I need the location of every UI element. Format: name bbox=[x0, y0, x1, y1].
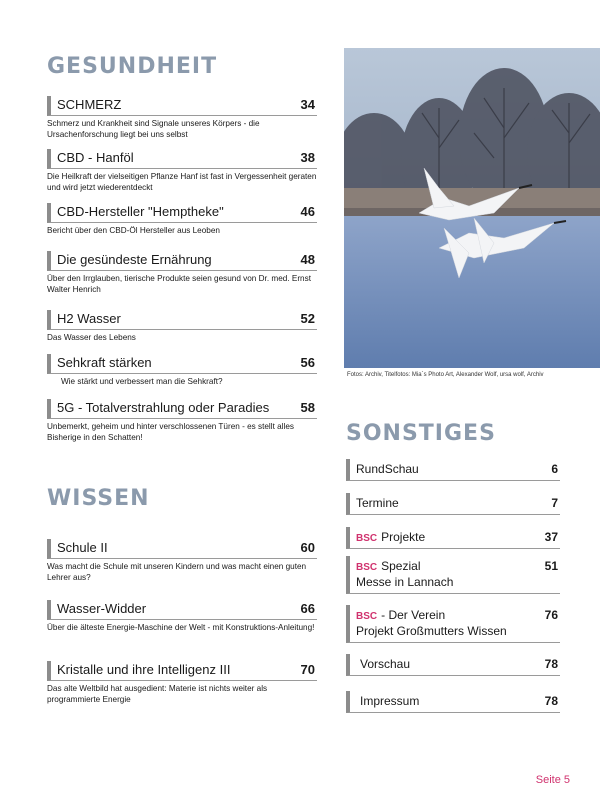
entry-title: CBD - Hanföl bbox=[57, 150, 134, 165]
entry-description: Das Wasser des Lebens bbox=[47, 333, 136, 342]
toc-entry-impressum[interactable] bbox=[346, 691, 560, 713]
entry-title: H2 Wasser bbox=[57, 311, 121, 326]
entry-description: Wie stärkt und verbessert man die Sehkraft? bbox=[61, 377, 223, 386]
entry-page-number: 46 bbox=[300, 204, 315, 219]
entry-title: Sehkraft stärken bbox=[57, 355, 152, 370]
entry-page-number: 76 bbox=[544, 608, 558, 622]
photo-credits: Fotos: Archiv, Titelfotos: Mia´s Photo Art, Alexander Wolf, ursa wolf, Archiv bbox=[347, 372, 544, 378]
entry-description: Die Heilkraft der vielseitigen Pflanze Hanf ist fast in Vergessenheit geraten und wird jetzt wiederentdeckt bbox=[47, 172, 317, 192]
entry-description: Unbemerkt, geheim und hinter verschlossenen Türen - es stellt alles Bisherige in den Schatten! bbox=[47, 422, 294, 442]
section-heading-wissen: WISSEN bbox=[47, 486, 150, 511]
entry-page-number: 60 bbox=[300, 540, 315, 555]
entry-page-number: 38 bbox=[300, 150, 315, 165]
entry-title-text: Projekte bbox=[381, 530, 426, 544]
section-heading-gesundheit: GESUNDHEIT bbox=[47, 54, 218, 79]
entry-title: CBD-Hersteller "Hemptheke" bbox=[57, 204, 224, 219]
toc-entry-bsc-projekte[interactable] bbox=[346, 527, 560, 549]
toc-entry-vorschau[interactable] bbox=[346, 654, 560, 676]
entry-page-number: 56 bbox=[300, 355, 315, 370]
entry-title: Schule II bbox=[57, 540, 108, 555]
entry-title: 5G - Totalverstrahlung oder Paradies bbox=[57, 400, 270, 415]
entry-title: SCHMERZ bbox=[57, 97, 122, 112]
entry-title bbox=[356, 559, 420, 573]
entry-page-number: 52 bbox=[300, 311, 315, 326]
toc-entry-rundschau[interactable] bbox=[346, 459, 560, 481]
bsc-logo: BSC bbox=[356, 533, 378, 544]
entry-title: Vorschau bbox=[360, 657, 411, 671]
entry-title: Die gesündeste Ernährung bbox=[57, 252, 212, 267]
entry-subtitle: Messe in Lannach bbox=[356, 575, 454, 589]
section-heading-sonstiges: SONSTIGES bbox=[346, 421, 496, 446]
entry-title: Wasser-Widder bbox=[57, 601, 147, 616]
entry-page-number: 51 bbox=[544, 559, 558, 573]
entry-title: Termine bbox=[356, 496, 399, 510]
entry-description: Über den Irrglauben, tierische Produkte seien gesund von Dr. med. Ernst Walter Henrich bbox=[47, 274, 311, 294]
entry-description: Bericht über den CBD-Öl Hersteller aus Leoben bbox=[47, 226, 220, 235]
entry-title-text: Spezial bbox=[381, 559, 421, 573]
entry-subtitle: Projekt Großmutters Wissen bbox=[356, 624, 507, 638]
entry-description: Was macht die Schule mit unseren Kindern und was macht einen guten Lehrer aus? bbox=[47, 562, 307, 582]
entry-title: Kristalle und ihre Intelligenz III bbox=[57, 662, 231, 677]
entry-page-number: 37 bbox=[544, 530, 558, 544]
entry-title bbox=[356, 608, 445, 622]
entry-page-number: 7 bbox=[551, 496, 558, 510]
entry-page-number: 34 bbox=[300, 97, 315, 112]
bsc-logo: BSC bbox=[356, 611, 378, 622]
entry-description: Über die älteste Energie-Maschine der Welt - mit Konstruktions-Anleitung! bbox=[47, 623, 315, 632]
entry-description: Schmerz und Krankheit sind Signale unseres Körpers - die Ursachenforschung liegt bei uns selbst bbox=[47, 119, 260, 139]
entry-description: Das alte Weltbild hat ausgedient: Materie ist nichts weiter als programmierte Energie bbox=[47, 684, 268, 704]
entry-title-text: - Der Verein bbox=[381, 608, 446, 622]
toc-entry-bsc-spezial[interactable] bbox=[346, 556, 560, 594]
entry-page-number: 58 bbox=[300, 400, 315, 415]
entry-page-number: 66 bbox=[300, 601, 315, 616]
entry-page-number: 78 bbox=[544, 657, 558, 671]
entry-page-number: 48 bbox=[300, 252, 315, 267]
toc-entry-termine[interactable] bbox=[346, 493, 560, 515]
page-number: Seite 5 bbox=[535, 774, 570, 786]
swans-photo bbox=[344, 48, 600, 368]
entry-page-number: 6 bbox=[551, 462, 558, 476]
entry-title bbox=[356, 530, 425, 544]
entry-page-number: 70 bbox=[300, 662, 315, 677]
toc-entry-bsc-verein[interactable] bbox=[346, 605, 560, 643]
entry-title: RundSchau bbox=[356, 462, 419, 476]
entry-title: Impressum bbox=[360, 694, 420, 708]
bsc-logo: BSC bbox=[356, 562, 378, 573]
entry-page-number: 78 bbox=[544, 694, 558, 708]
